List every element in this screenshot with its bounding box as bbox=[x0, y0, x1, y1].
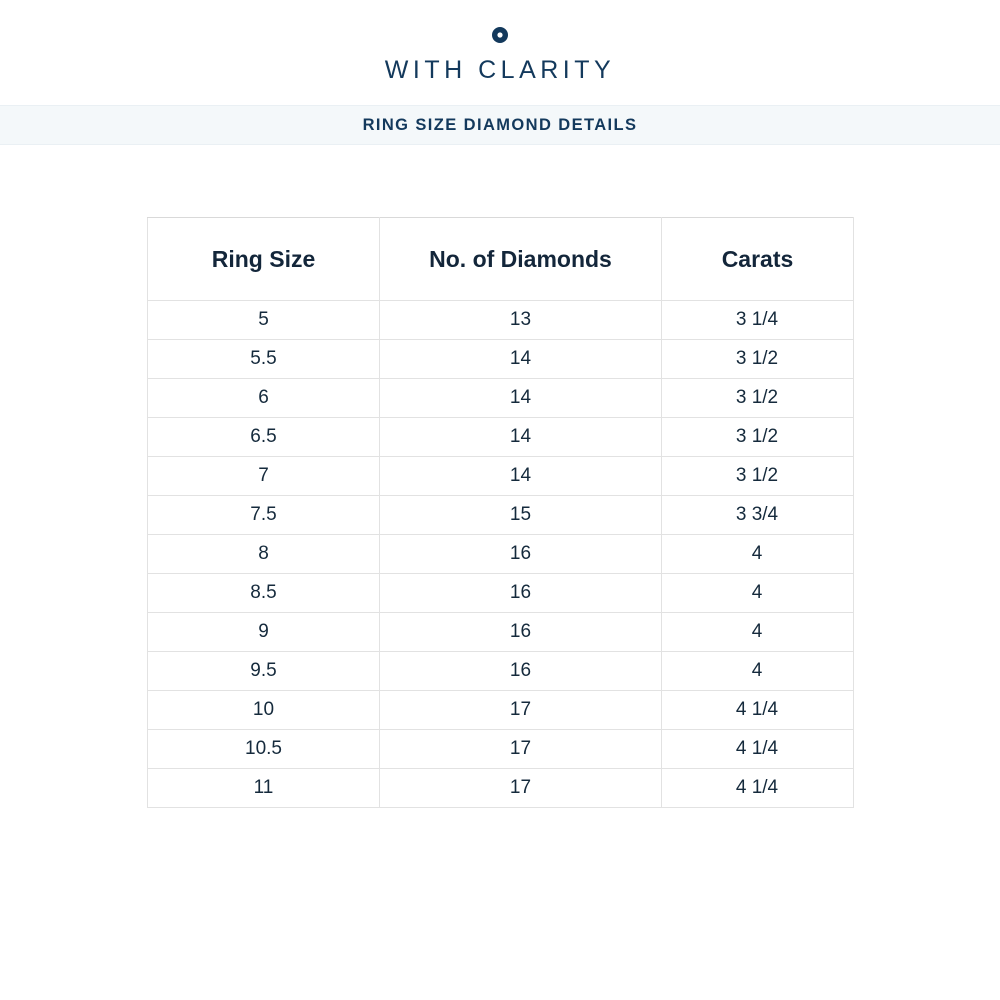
table-cell: 14 bbox=[380, 418, 662, 457]
brand-header bbox=[0, 0, 1000, 85]
table-cell: 14 bbox=[380, 340, 662, 379]
table-row bbox=[148, 730, 854, 769]
table-row bbox=[148, 574, 854, 613]
table-cell: 9.5 bbox=[148, 652, 380, 691]
table-cell: 8.5 bbox=[148, 574, 380, 613]
table-cell: 16 bbox=[380, 652, 662, 691]
table-cell: 14 bbox=[380, 457, 662, 496]
table-row bbox=[148, 340, 854, 379]
table-cell: 11 bbox=[148, 769, 380, 808]
table-cell: 16 bbox=[380, 574, 662, 613]
table-row bbox=[148, 418, 854, 457]
table-cell: 5.5 bbox=[148, 340, 380, 379]
table-row bbox=[148, 691, 854, 730]
table-cell: 15 bbox=[380, 496, 662, 535]
table-header-row bbox=[148, 218, 854, 301]
table-row bbox=[148, 457, 854, 496]
page-title: RING SIZE DIAMOND DETAILS bbox=[362, 115, 638, 134]
table-cell: 6 bbox=[148, 379, 380, 418]
table-cell: 3 1/2 bbox=[662, 340, 854, 379]
table-cell: 4 1/4 bbox=[662, 730, 854, 769]
column-header-no-of-diamonds: No. of Diamonds bbox=[380, 218, 662, 301]
table-row bbox=[148, 652, 854, 691]
table-cell: 17 bbox=[380, 691, 662, 730]
table-cell: 3 3/4 bbox=[662, 496, 854, 535]
table-cell: 10 bbox=[148, 691, 380, 730]
table-cell: 4 bbox=[662, 652, 854, 691]
table-row bbox=[148, 535, 854, 574]
diamond-dot-icon bbox=[487, 22, 513, 48]
table-cell: 4 bbox=[662, 574, 854, 613]
ring-size-table-container bbox=[147, 217, 853, 808]
column-header-carats: Carats bbox=[662, 218, 854, 301]
ring-size-table bbox=[147, 217, 854, 808]
table-row bbox=[148, 379, 854, 418]
table-cell: 9 bbox=[148, 613, 380, 652]
table-row bbox=[148, 613, 854, 652]
table-cell: 16 bbox=[380, 613, 662, 652]
table-cell: 14 bbox=[380, 379, 662, 418]
brand-name: WITH CLARITY bbox=[384, 56, 616, 84]
table-cell: 10.5 bbox=[148, 730, 380, 769]
table-body bbox=[148, 301, 854, 808]
table-cell: 13 bbox=[380, 301, 662, 340]
table-cell: 4 bbox=[662, 535, 854, 574]
table-row bbox=[148, 769, 854, 808]
table-cell: 8 bbox=[148, 535, 380, 574]
column-header-ring-size: Ring Size bbox=[148, 218, 380, 301]
table-row bbox=[148, 301, 854, 340]
table-cell: 3 1/4 bbox=[662, 301, 854, 340]
table-cell: 4 1/4 bbox=[662, 769, 854, 808]
table-cell: 4 1/4 bbox=[662, 691, 854, 730]
table-cell: 3 1/2 bbox=[662, 379, 854, 418]
table-cell: 17 bbox=[380, 769, 662, 808]
table-cell: 16 bbox=[380, 535, 662, 574]
table-header bbox=[148, 218, 854, 301]
table-cell: 5 bbox=[148, 301, 380, 340]
table-cell: 7 bbox=[148, 457, 380, 496]
table-cell: 3 1/2 bbox=[662, 418, 854, 457]
subheader-band bbox=[0, 105, 1000, 145]
table-row bbox=[148, 496, 854, 535]
table-cell: 17 bbox=[380, 730, 662, 769]
table-cell: 7.5 bbox=[148, 496, 380, 535]
table-cell: 4 bbox=[662, 613, 854, 652]
table-cell: 3 1/2 bbox=[662, 457, 854, 496]
table-cell: 6.5 bbox=[148, 418, 380, 457]
